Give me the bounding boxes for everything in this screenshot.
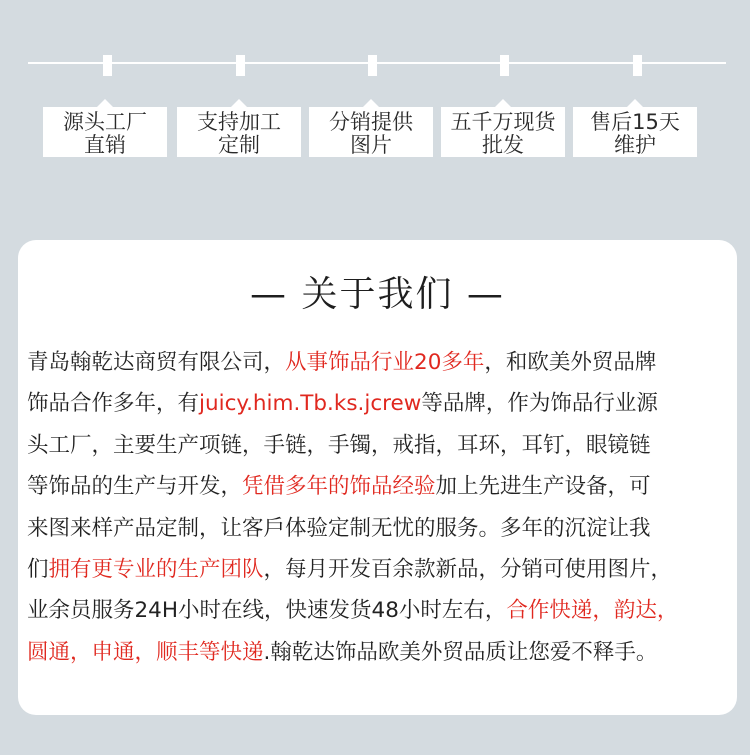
feature-badge-images	[309, 107, 433, 157]
feature-badge-factory-direct	[43, 107, 167, 157]
timeline-tick	[103, 55, 112, 76]
about-highlight-segment: 拥有更专业的生产团队	[48, 557, 264, 583]
feature-line1: 售后15天	[590, 110, 680, 134]
feature-badge-stock	[441, 107, 565, 157]
feature-line1: 分销提供	[329, 110, 413, 134]
feature-badge-custom	[177, 107, 301, 157]
feature-line2: 图片	[350, 133, 392, 157]
feature-line2: 定制	[218, 133, 260, 157]
feature-badge-aftersale	[573, 107, 697, 157]
timeline-tick	[236, 55, 245, 76]
about-title: — 关于我们 —	[250, 274, 505, 315]
about-text-segment: 等品牌，作为饰品行业源 头工厂，主要生产项链，手链，手镯，戒指，耳环，耳钉，眼镜链 等饰品的生产与开发，	[27, 391, 658, 500]
feature-line1: 源头工厂	[63, 110, 147, 134]
about-text-segment: 加上先进生产设备，可 来图来样产品定制，让客戶体验定制无忧的服务。多年的沉淀让我 们	[27, 474, 651, 583]
about-highlight-segment: 合作快递，韵达， 圆通，申通，顺丰等快递	[27, 598, 679, 665]
about-text-segment: ，和欧美外贸品牌 饰品合作多年，有	[27, 350, 657, 417]
about-highlight-segment: 凭借多年的饰品经验	[242, 474, 436, 500]
timeline-tick	[500, 55, 509, 76]
feature-line1: 支持加工	[197, 110, 281, 134]
feature-line2: 批发	[482, 133, 524, 157]
timeline-tick	[633, 55, 642, 76]
about-highlight-segment: 从事饰品行业20多年	[285, 350, 485, 375]
feature-line2: 维护	[614, 133, 656, 157]
timeline-tick	[368, 55, 377, 76]
about-text-segment: 青岛翰乾达商贸有限公司，	[27, 350, 286, 375]
about-text-segment: ，每月开发百余款新品，分销可使用图片， 业余员服务24H小时在线，快速发货48小时左右，	[27, 557, 673, 624]
about-card	[18, 240, 737, 715]
about-paragraph	[27, 342, 733, 673]
about-highlight-segment: juicy.him.Tb.ks.jcrew	[199, 391, 422, 417]
feature-line1: 五千万现货	[450, 110, 556, 134]
about-text-segment: .翰乾达饰品欧美外贸品质让您爱不释手。	[263, 639, 658, 665]
feature-line2: 直销	[84, 133, 126, 157]
timeline-line	[28, 62, 726, 64]
